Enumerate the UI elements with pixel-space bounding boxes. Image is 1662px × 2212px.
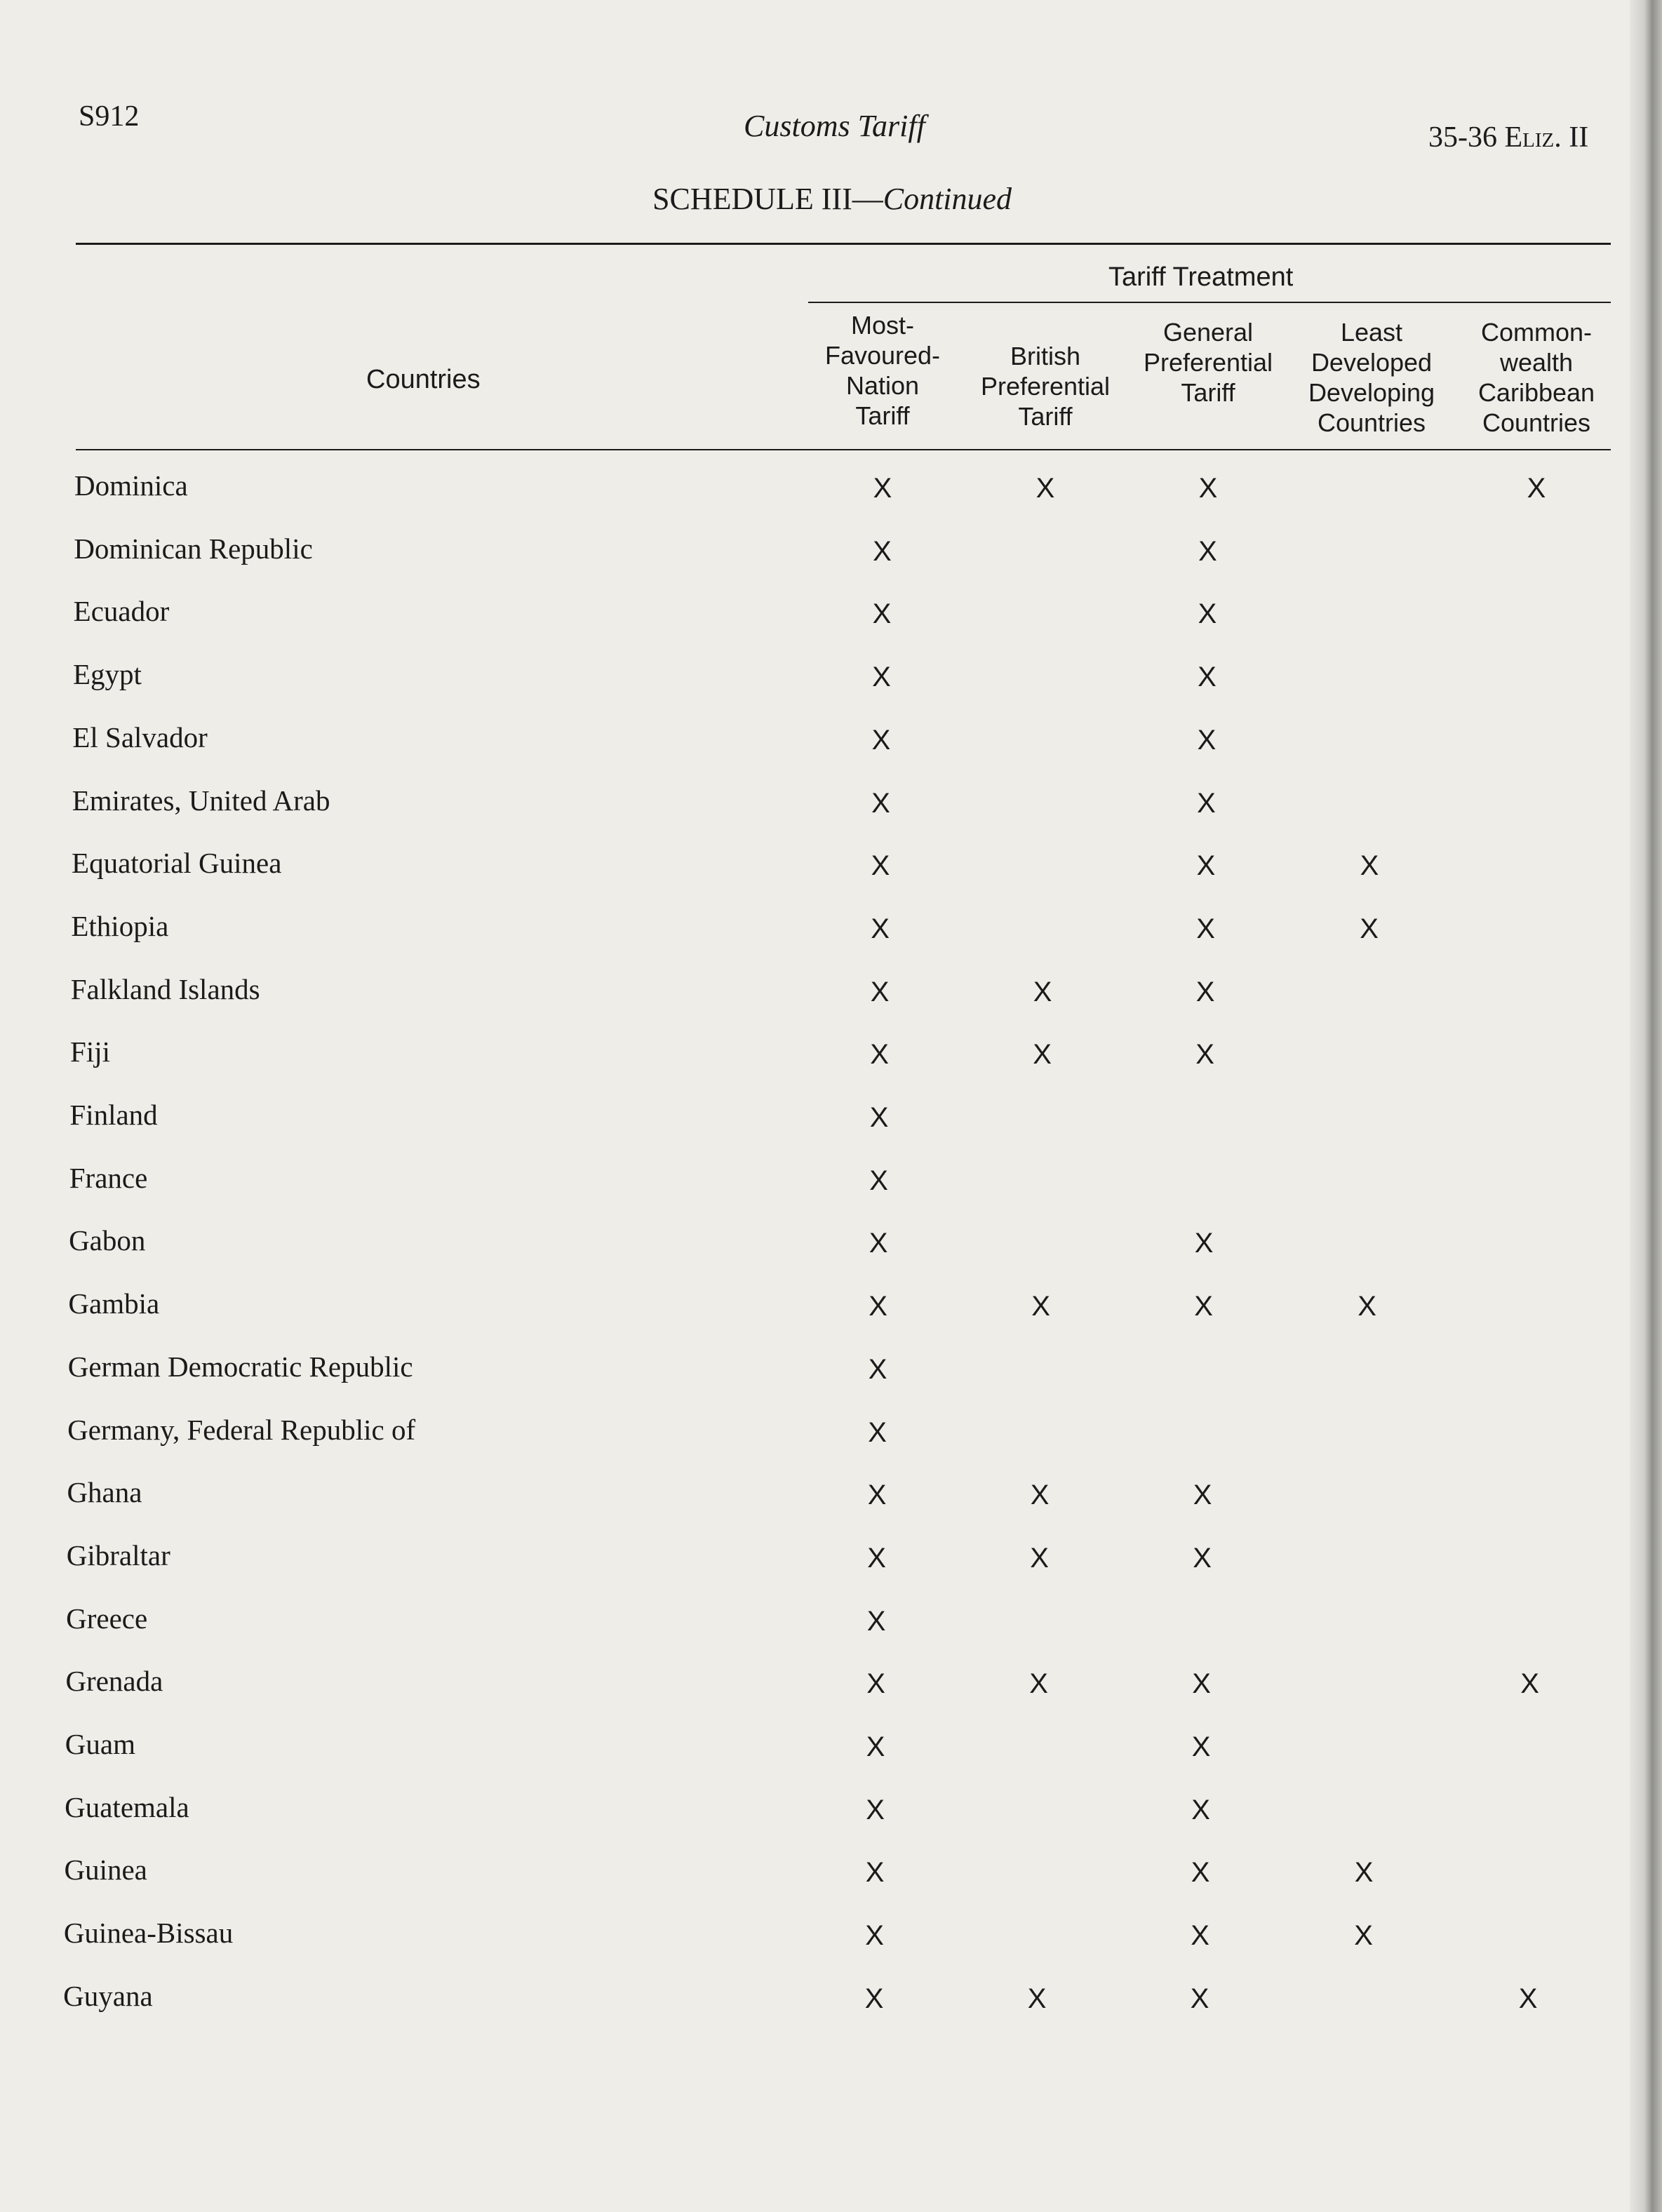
tariff-mark: X [1360, 850, 1379, 882]
tariff-mark: X [1198, 535, 1217, 567]
tariff-mark: X [871, 850, 890, 882]
country-name: Grenada [65, 1665, 163, 1698]
table-row [0, 909, 1614, 951]
tariff-mark: X [1198, 598, 1217, 630]
tariff-mark: X [867, 1542, 886, 1574]
tariff-mark: X [1191, 1794, 1210, 1825]
schedule-prefix: SCHEDULE III— [652, 182, 883, 216]
country-name: Egypt [73, 658, 142, 691]
tariff-mark: X [1194, 1291, 1213, 1322]
tariff-mark: X [1354, 1857, 1374, 1889]
country-name: Dominica [74, 469, 188, 502]
country-name: Ghana [67, 1476, 142, 1509]
column-header-line: Most- [851, 311, 914, 340]
tariff-mark: X [1360, 913, 1379, 944]
tariff-mark: X [866, 1731, 885, 1762]
tariff-mark: X [869, 1291, 887, 1322]
country-name: France [69, 1161, 148, 1194]
tariff-mark: X [1033, 1039, 1052, 1071]
table-row [0, 1475, 1614, 1517]
tariff-mark: X [1191, 1920, 1209, 1952]
tariff-mark: X [873, 535, 892, 567]
tariff-mark: X [871, 787, 890, 819]
country-name: Greece [66, 1602, 148, 1635]
tariff-mark: X [869, 1102, 889, 1133]
column-header-2 [961, 341, 1130, 431]
statute-citation [1428, 121, 1588, 154]
citation-prefix: 35-36 [1428, 121, 1505, 154]
tariff-mark: X [869, 1165, 888, 1196]
tariff-mark: X [1197, 787, 1216, 819]
country-name: Emirates, United Arab [72, 784, 330, 817]
tariff-mark: X [1198, 662, 1217, 693]
country-name: Guinea-Bissau [63, 1917, 234, 1950]
schedule-heading [652, 181, 1012, 217]
country-name: Guatemala [65, 1790, 189, 1823]
table-row [0, 1853, 1614, 1895]
column-header-line: Developed [1311, 348, 1433, 377]
country-name: Gabon [69, 1224, 146, 1257]
country-name: Finland [69, 1099, 158, 1131]
tariff-mark: X [864, 1983, 884, 2014]
tariff-mark: X [1195, 976, 1215, 1007]
table-row [0, 594, 1614, 636]
tariff-mark: X [1518, 1983, 1538, 2014]
column-header-line: wealth [1499, 348, 1574, 377]
table-row [0, 1350, 1614, 1392]
table-row [0, 1413, 1614, 1455]
tariff-mark: X [1033, 976, 1052, 1007]
column-header-line: Favoured- [824, 341, 941, 370]
country-name: Equatorial Guinea [72, 847, 282, 880]
citation-smallcaps: Eliz. [1504, 121, 1562, 154]
running-title: Customs Tariff [744, 109, 925, 143]
tariff-mark: X [1029, 1668, 1048, 1700]
table-row [0, 1790, 1614, 1832]
header-bottom-rule [76, 449, 1611, 450]
tariff-mark: X [872, 662, 891, 693]
tariff-mark: X [1031, 1291, 1050, 1322]
tariff-mark: X [870, 976, 890, 1007]
tariff-mark: X [1190, 1983, 1209, 2014]
tariff-mark: X [1195, 1039, 1214, 1071]
table-row [0, 1539, 1614, 1581]
column-header-4 [1287, 317, 1456, 438]
column-header-line: Countries [1317, 408, 1426, 437]
column-header-5 [1452, 317, 1621, 438]
tariff-mark: X [869, 1228, 888, 1259]
tariff-mark: X [1193, 1480, 1212, 1511]
tariff-mark: X [1197, 724, 1217, 756]
tariff-mark: X [867, 1480, 887, 1511]
tariff-mark: X [873, 473, 892, 504]
tariff-mark: X [871, 724, 891, 756]
table-row [0, 1979, 1614, 2021]
table-row [0, 1916, 1614, 1958]
tariff-mark: X [1191, 1857, 1210, 1889]
table-top-rule [76, 243, 1611, 245]
table-row [0, 469, 1614, 511]
schedule-continued: Continued [883, 182, 1012, 216]
column-header-line: Developing [1308, 378, 1435, 407]
country-name: Germany, Federal Republic of [67, 1413, 416, 1446]
table-row [0, 1287, 1614, 1329]
column-header-line: General [1162, 318, 1254, 347]
countries-header: Countries [366, 365, 481, 394]
table-row [0, 657, 1614, 699]
column-header-line: Common- [1480, 318, 1593, 347]
column-header-line: Tariff [855, 401, 910, 430]
tariff-mark: X [1192, 1668, 1211, 1700]
country-name: German Democratic Republic [67, 1350, 413, 1383]
tariff-mark: X [866, 1605, 886, 1637]
tariff-mark: X [866, 1668, 885, 1700]
country-name: Gambia [68, 1287, 160, 1320]
table-row [0, 720, 1614, 763]
country-name: Fiji [70, 1035, 111, 1068]
table-row [0, 1098, 1614, 1140]
table-row [0, 1224, 1614, 1266]
table-row [0, 532, 1614, 574]
tariff-mark: X [1030, 1542, 1049, 1574]
tariff-mark: X [1194, 1228, 1214, 1259]
country-name: Gibraltar [66, 1539, 170, 1571]
column-header-line: Caribbean [1477, 378, 1595, 407]
table-row [0, 1161, 1614, 1203]
country-name: Falkland Islands [70, 972, 260, 1005]
tariff-mark: X [1036, 473, 1055, 504]
table-row [0, 784, 1614, 826]
citation-suffix: II [1561, 121, 1589, 154]
tariff-mark: X [872, 598, 892, 630]
table-row [0, 1664, 1614, 1706]
column-header-line: Tariff [1018, 402, 1073, 431]
column-header-line: Tariff [1181, 378, 1235, 407]
tariff-treatment-rule [808, 302, 1611, 303]
table-row [0, 1035, 1614, 1077]
tariff-mark: X [1196, 850, 1216, 882]
table-row [0, 972, 1614, 1014]
column-header-line: Nation [845, 371, 920, 400]
column-header-1 [798, 310, 967, 431]
tariff-mark: X [1027, 1983, 1047, 2014]
country-name: El Salvador [72, 720, 208, 753]
tariff-mark: X [1196, 913, 1215, 944]
country-name: Guinea [64, 1854, 147, 1886]
tariff-mark: X [1198, 473, 1218, 504]
tariff-mark: X [1520, 1668, 1539, 1700]
column-header-line: British [1010, 342, 1081, 370]
table-row [0, 1727, 1614, 1769]
column-header-3 [1124, 317, 1292, 408]
column-header-line: Preferential [1143, 348, 1273, 377]
tariff-mark: X [1030, 1480, 1050, 1511]
table-row [0, 846, 1614, 888]
country-name: Guam [65, 1728, 135, 1760]
tariff-mark: X [1358, 1291, 1376, 1322]
column-header-line: Least [1340, 318, 1403, 347]
page-number: S912 [79, 100, 140, 133]
tariff-mark: X [868, 1416, 887, 1448]
tariff-mark: X [1193, 1542, 1212, 1574]
tariff-mark: X [865, 1857, 885, 1889]
tariff-mark: X [1191, 1731, 1211, 1762]
country-name: Ethiopia [71, 909, 169, 942]
column-header-line: Preferential [980, 372, 1111, 401]
column-header-line: Countries [1482, 408, 1591, 437]
tariff-mark: X [868, 1353, 887, 1385]
tariff-mark: X [1354, 1920, 1373, 1952]
country-name: Dominican Republic [74, 532, 313, 565]
tariff-mark: X [871, 913, 890, 944]
tariff-mark: X [865, 1920, 884, 1952]
table-row [0, 1602, 1614, 1644]
tariff-mark: X [1527, 473, 1546, 504]
tariff-mark: X [866, 1794, 885, 1825]
tariff-mark: X [870, 1039, 889, 1071]
country-name: Ecuador [73, 595, 170, 628]
country-name: Guyana [63, 1979, 153, 2012]
tariff-treatment-header: Tariff Treatment [1108, 262, 1294, 292]
